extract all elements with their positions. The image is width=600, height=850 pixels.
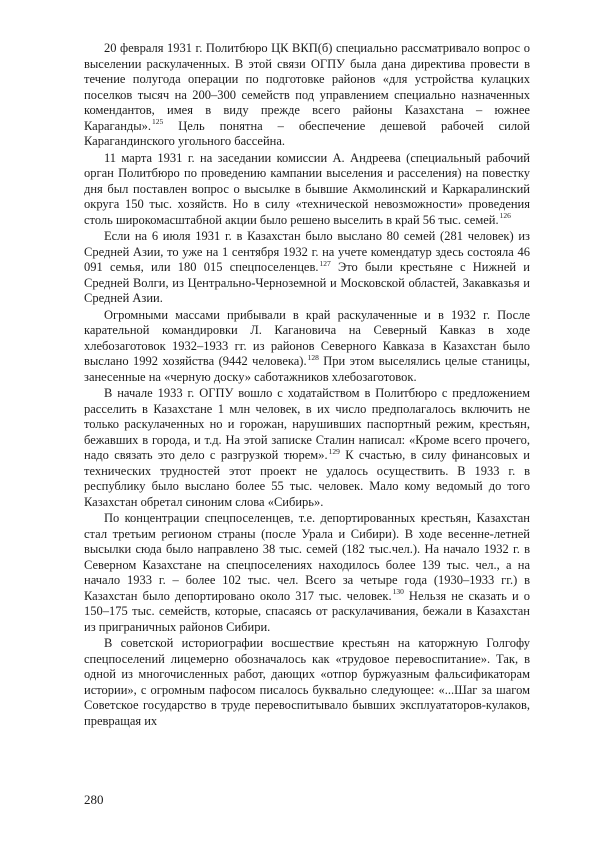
paragraph-text: 20 февраля 1931 г. Политбюро ЦК ВКП(б) специально рассматривало вопрос о выселении раскулаченных. В этой связи ОГПУ была дана директива провести в течение полугода операции по подготовке районов «для устройства кулацких поселков тысяч на 200–300 семейств под управлением специально назначенных комендантов, имея в виду прежде всего районы Казахстана – южнее Караганды».	[84, 41, 530, 133]
paragraph-text: В советской историографии восшествие крестьян на каторжную Голгофу спецпоселений лицемерно обозначалось как «трудовое перевоспитание». Так, в одной из многочисленных работ, дающих «отпор буржуазным фальсификаторам истории», с огромным пафосом писалось буквально следующее: «...Шаг за шагом Советское государство в труде перевоспитывало бывших эксплуататоров-кулаков, превращая их	[84, 636, 530, 728]
paragraph	[84, 229, 530, 307]
paragraph-text: К счастью, в силу финансовых и технических трудностей этот проект не удалось осуществить. В 1933 г. в республику было выслано более 55 тыс. человек. Мало кому ведомый до того Казахстан обретал синоним слова «Сибирь».	[84, 448, 530, 509]
paragraph	[84, 511, 530, 635]
paragraph	[84, 636, 530, 729]
paragraph-text: Нельзя не сказать и о 150–175 тыс. семейств, которые, спасаясь от раскулачивания, бежали в Казахстан из приграничных районов Сибири.	[84, 588, 530, 634]
footnote-marker: 127	[319, 258, 331, 268]
paragraph-text: Огромными массами прибывали в край раскулаченные и в 1932 г. После карательной командировки Л. Кагановича на Северный Кавказ в ходе хлебозаготовок 1932–1933 гг. из районов Северного Кавказа в Казахстан было выслано 1992 хозяйства (9442 человека).	[84, 307, 530, 368]
footnote-marker: 129	[328, 446, 340, 456]
paragraph-text: Это были крестьяне с Нижней и Средней Волги, из Центрально-Черноземной и Московской областей, Закавказья и Средней Азии.	[84, 260, 530, 305]
footnote-marker: 130	[392, 587, 404, 597]
footnote-marker: 126	[499, 211, 511, 221]
paragraph	[84, 308, 530, 386]
paragraph	[84, 151, 530, 229]
footnote-marker: 125	[152, 117, 164, 127]
paragraph	[84, 41, 530, 150]
paragraph-text: В начале 1933 г. ОГПУ вошло с ходатайством в Политбюро с предложением расселить в Казахстане 1 млн человек, в их число предполагалось включить не только раскулаченных но и горожан, нарушивших паспортный режим, крестьян, бежавших в города, и т.д. На этой записке Сталин написал: «Кроме всего прочего, надо связать это дело с разгрузкой тюрем».	[84, 386, 530, 462]
paragraph	[84, 386, 530, 510]
paragraph-text: При этом выселялись целые станицы, занесенные на «черную доску» саботажников хлебозаготовок.	[84, 354, 530, 384]
paragraph-text: Цель понятна – обеспечение дешевой рабочей силой Карагандинского угольного бассейна.	[84, 118, 530, 148]
paragraph-text: По концентрации спецпоселенцев, т.е. депортированных крестьян, Казахстан стал третьим регионом страны (после Урала и Сибири). В ходе весенне-летней высылки сюда было направлено 38 тыс. семей (182 тыс.чел.). На начало 1932 г. в Северном Казахстане на спецпоселениях находилось более 139 тыс. чел., а на начало 1933 г. – более 102 тыс. чел. Всего за четыре года (1930–1933 гг.) в Казахстан было депортировано около 317 тыс. человек.	[84, 511, 530, 603]
page-number: 280	[84, 792, 104, 807]
body-text	[84, 41, 530, 730]
paragraph-text: 11 марта 1931 г. на заседании комиссии А. Андреева (специальный рабочий орган Политбюро по проведению кампании выселения и расселения) на повестку дня был поставлен вопрос о высылке в бывшие Акмолинский и Каркаралинский округа 150 тыс. хозяйств. Но в силу «технической невозможности» проведения столь широкомасштабной акции было решено выселить в край 56 тыс. семей.	[84, 150, 530, 227]
footnote-marker: 128	[307, 352, 319, 362]
paragraph-text: Если на 6 июля 1931 г. в Казахстан было выслано 80 семей (281 человек) из Средней Азии, то уже на 1 сентября 1932 г. на учете комендатур здесь состояла 46 091 семья, или 180 015 спецпоселенцев.	[84, 229, 530, 274]
